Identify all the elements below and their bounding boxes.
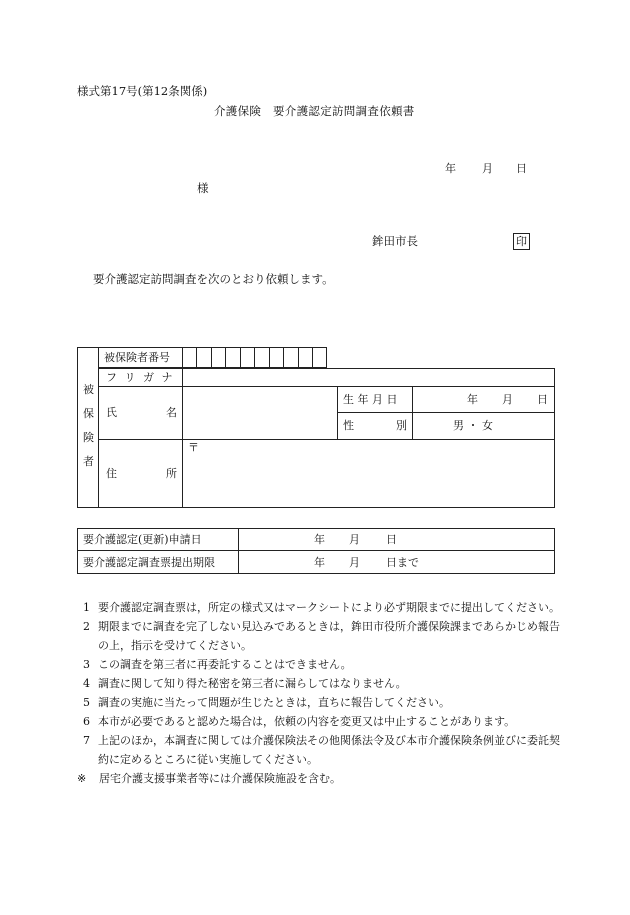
note-text: 要介護認定調査票は，所定の様式又はマークシートにより必ず期限までに提出してください。 [98, 601, 560, 614]
note-item [77, 769, 563, 788]
note-text: この調査を第三者に再委託することはできません。 [98, 658, 352, 671]
note-text: 調査の実施に当たって問題が生じたときは，直ちに報告してください。 [98, 696, 450, 709]
application-year-unit: 年 [314, 533, 325, 546]
note-number: 1 [83, 601, 90, 614]
application-month-unit: 月 [349, 533, 360, 546]
side-label-char: 険 [83, 431, 94, 444]
addressee-suffix: 様 [197, 181, 209, 195]
note-text: 本市が必要であると認めた場合は，依頼の内容を変更又は中止することがあります。 [98, 715, 516, 728]
document-title: 介護保険 要介護認定訪問調査依頼書 [214, 104, 415, 118]
furigana-label: フ リ ガ ナ [106, 371, 175, 384]
address-label-char: 所 [166, 467, 177, 480]
notes-list [77, 598, 563, 788]
request-text: 要介護認定訪問調査を次のとおり依頼します。 [93, 272, 334, 286]
address-label-char: 住 [106, 467, 117, 480]
form-number: 様式第17号(第12条関係) [77, 84, 208, 98]
application-date-label: 要介護認定(更新)申請日 [83, 533, 202, 546]
note-text: 期限までに調査を完了しない見込みであるときは，鉾田市役所介護保険課まであらかじめ報告の上，指示を受けてください。 [98, 620, 560, 652]
issuer-name: 鉾田市長 [372, 234, 418, 248]
sex-options: 男 ・ 女 [453, 419, 493, 432]
seal-mark: 印 [513, 233, 530, 250]
note-item [83, 617, 563, 655]
note-number: 2 [83, 620, 90, 633]
deadline-month-unit: 月 [349, 556, 360, 569]
birth-year-unit: 年 [467, 393, 478, 406]
note-item [83, 712, 563, 731]
side-label-char: 者 [83, 455, 94, 468]
note-item [83, 731, 563, 769]
deadline-day-unit: 日まで [386, 556, 419, 569]
side-label-char: 被 [83, 383, 94, 396]
date-day-label: 日 [516, 162, 527, 175]
date-year-label: 年 [445, 162, 456, 175]
birth-day-unit: 日 [537, 393, 548, 406]
application-day-unit: 日 [386, 533, 397, 546]
date-month-label: 月 [482, 162, 493, 175]
note-item [83, 598, 563, 617]
note-item [83, 674, 563, 693]
note-mark: ※ [77, 772, 87, 785]
note-text: 調査に関して知り得た秘密を第三者に漏らしてはなりません。 [98, 677, 407, 690]
note-number: 3 [83, 658, 90, 671]
note-number: 5 [83, 696, 90, 709]
note-text: 上記のほか，本調査に関しては介護保険法その他関係法令及び本市介護保険条例並びに委託契約に定めるところに従い実施してください。 [98, 734, 560, 766]
side-label-char: 保 [83, 407, 94, 420]
deadline-year-unit: 年 [314, 556, 325, 569]
birthdate-label: 生 年 月 日 [343, 393, 398, 406]
note-item [83, 693, 563, 712]
note-text: 居宅介護支援事業者等には介護保険施設を含む。 [99, 772, 341, 785]
sex-label-char: 別 [396, 419, 407, 432]
note-number: 6 [83, 715, 90, 728]
postal-mark: 〒 [188, 441, 199, 454]
deadline-label: 要介護認定調査票提出期限 [83, 556, 215, 569]
name-label-char: 氏 [106, 406, 117, 419]
insured-number-label: 被保険者番号 [104, 351, 170, 364]
sex-label-char: 性 [343, 419, 354, 432]
name-label-char: 名 [166, 406, 177, 419]
note-item [83, 655, 563, 674]
birth-month-unit: 月 [502, 393, 513, 406]
note-number: 4 [83, 677, 90, 690]
note-number: 7 [83, 734, 90, 747]
